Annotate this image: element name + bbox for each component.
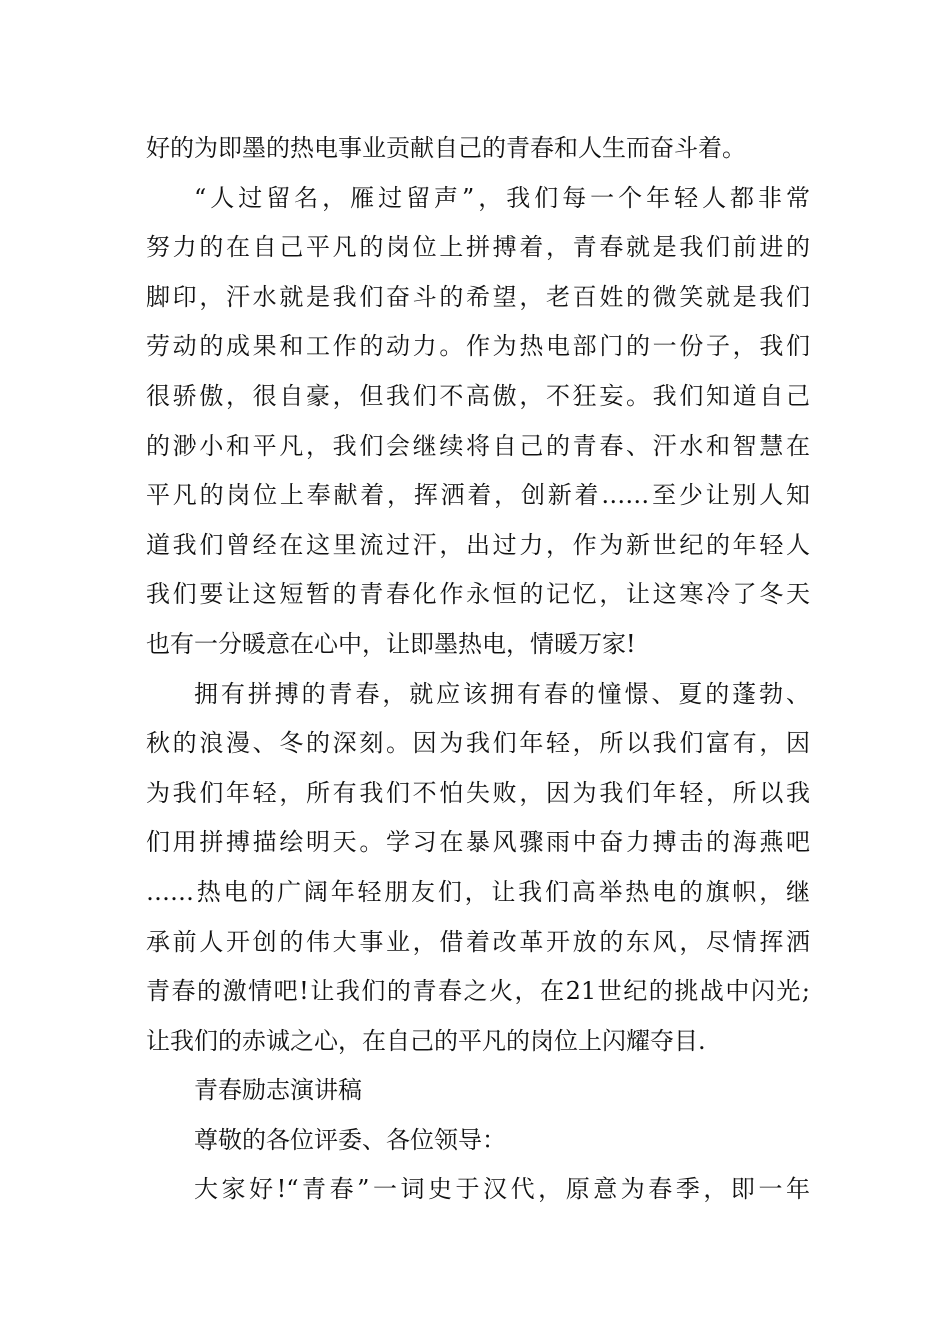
text-line: 承前人开创的伟大事业，借着改革开放的东风，尽情挥洒 <box>146 927 810 956</box>
text-line: 青春的激情吧!让我们的青春之火，在21世纪的挑战中闪光; <box>146 977 810 1006</box>
text-line: 努力的在自己平凡的岗位上拼搏着，青春就是我们前进的 <box>146 233 810 262</box>
text-line: 尊敬的各位评委、各位领导： <box>194 1125 506 1154</box>
text-line: 秋的浪漫、冬的深刻。因为我们年轻，所以我们富有，因 <box>146 729 810 758</box>
text-line: 道我们曾经在这里流过汗，出过力，作为新世纪的年轻人 <box>146 530 810 559</box>
document-body <box>146 124 810 1215</box>
text-line: 们用拼搏描绘明天。学习在暴风骤雨中奋力搏击的海燕吧 <box>146 828 810 857</box>
text-line: ……热电的广阔年轻朋友们，让我们高举热电的旗帜，继 <box>146 877 810 906</box>
text-line: 大家好!“青春”一词史于汉代，原意为春季，即一年 <box>194 1175 810 1204</box>
text-line: 脚印，汗水就是我们奋斗的希望，老百姓的微笑就是我们 <box>146 282 810 311</box>
text-line: 青春励志演讲稿 <box>194 1076 362 1105</box>
text-line: 劳动的成果和工作的动力。作为热电部门的一份子，我们 <box>146 332 810 361</box>
text-line: 为我们年轻，所有我们不怕失败，因为我们年轻，所以我 <box>146 778 810 807</box>
text-line: “人过留名，雁过留声”，我们每一个年轻人都非常 <box>194 183 810 212</box>
text-line: 的渺小和平凡，我们会继续将自己的青春、汗水和智慧在 <box>146 431 810 460</box>
text-line: 好的为即墨的热电事业贡献自己的青春和人生而奋斗着。 <box>146 134 746 162</box>
text-line: 我们要让这短暂的青春化作永恒的记忆，让这寒冷了冬天 <box>146 580 810 609</box>
text-line: 也有一分暖意在心中，让即墨热电，情暖万家! <box>146 629 636 658</box>
text-line: 平凡的岗位上奉献着，挥洒着，创新着……至少让别人知 <box>146 481 810 510</box>
text-line: 让我们的赤诚之心，在自己的平凡的岗位上闪耀夺目. <box>146 1026 706 1055</box>
text-line: 很骄傲，很自豪，但我们不高傲，不狂妄。我们知道自己 <box>146 381 810 410</box>
text-line: 拥有拼搏的青春，就应该拥有春的憧憬、夏的蓬勃、 <box>194 679 810 708</box>
